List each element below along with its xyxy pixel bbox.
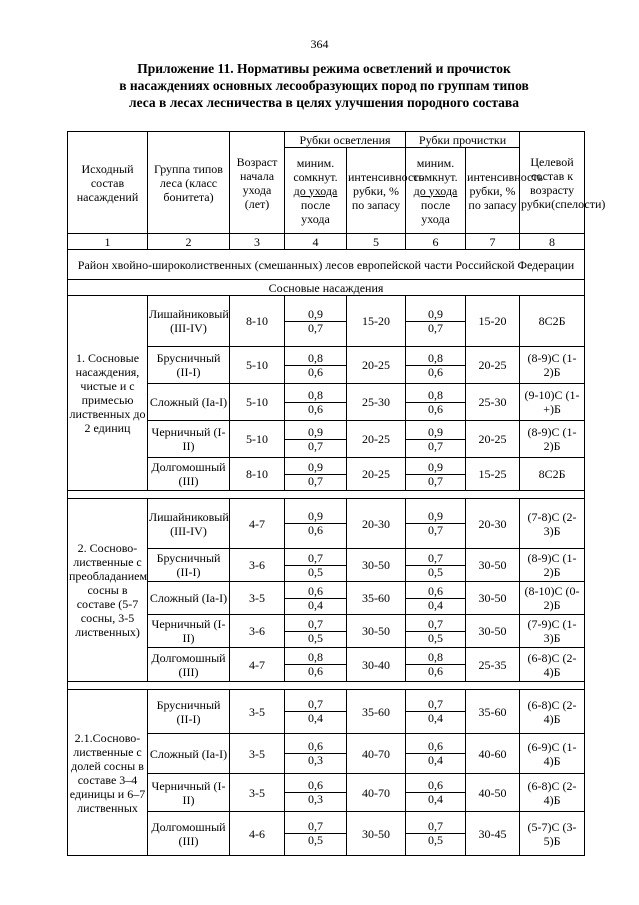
- cleaning-intensity-cell: 35-60: [466, 690, 520, 734]
- clearing-closure-cell: [285, 458, 347, 491]
- closure-after: 0,4: [428, 597, 444, 612]
- closure-after: 0,7: [308, 473, 323, 488]
- closure-before: 0,9: [285, 426, 346, 440]
- cleaning-closure-cell: [406, 384, 466, 421]
- start-age-cell: 3-5: [230, 690, 285, 734]
- cleaning-closure-cell: [406, 347, 466, 384]
- cleaning-intensity-cell: 20-25: [466, 347, 520, 384]
- closure-after: 0,6: [428, 364, 444, 379]
- closure-after: 0,5: [308, 833, 323, 847]
- title-line-2: в насаждениях основных лесообразующих пород по группам типов: [119, 78, 529, 93]
- closure-before: 0,6: [285, 740, 346, 754]
- closure-before: 0,6: [406, 779, 465, 793]
- start-age-cell: 3-5: [230, 734, 285, 774]
- closure-before: 0,9: [406, 461, 465, 475]
- forest-type-cell: Долгомошный (III): [148, 812, 230, 856]
- target-composition-cell: (9-10)С (1-+)Б: [520, 384, 585, 421]
- start-age-cell: 5-10: [230, 384, 285, 421]
- clearing-intensity-cell: 30-40: [347, 648, 406, 682]
- norms-table: [67, 131, 606, 856]
- forest-type-cell: Брусничный (II-I): [148, 690, 230, 734]
- closure-before: 0,7: [406, 698, 465, 712]
- clearing-closure-cell: [285, 582, 347, 615]
- closure-before: 0,9: [406, 426, 465, 440]
- forest-type-cell: Черничный (I-II): [148, 774, 230, 812]
- table-row: [68, 690, 585, 734]
- header-start-age: Возраст начала ухода (лет): [230, 132, 285, 234]
- closure-before: 0,7: [285, 820, 346, 834]
- header-forest-type-group: Группа типов леса (класс бонитета): [148, 132, 230, 234]
- closure-before: 0,8: [285, 352, 346, 366]
- clearing-closure-cell: [285, 615, 347, 648]
- cleaning-intensity-cell: 30-50: [466, 549, 520, 582]
- cleaning-intensity-cell: 40-60: [466, 734, 520, 774]
- clearing-closure-cell: [285, 384, 347, 421]
- target-composition-cell: (8-9)С (1-2)Б: [520, 347, 585, 384]
- closure-before: 0,7: [285, 618, 346, 632]
- closure-after: 0,7: [428, 438, 444, 453]
- header-intensity: интенсивность рубки, % по запасу: [347, 148, 406, 234]
- closure-before: 0,8: [406, 352, 465, 366]
- header-min-closure: миним. сомкнут. до ухода после ухода: [406, 148, 466, 234]
- cleaning-intensity-cell: 15-25: [466, 458, 520, 491]
- clearing-intensity-cell: 20-30: [347, 499, 406, 549]
- clearing-intensity-cell: 35-60: [347, 690, 406, 734]
- region-title: Район хвойно-широколиственных (смешанных) лесов европейской части Российской Федерации: [68, 250, 585, 280]
- closure-after: 0,7: [428, 473, 444, 488]
- cleaning-closure-cell: [406, 734, 466, 774]
- closure-after: 0,7: [428, 523, 444, 537]
- clearing-closure-cell: [285, 296, 347, 347]
- closure-after: 0,6: [428, 401, 444, 416]
- start-age-cell: 8-10: [230, 296, 285, 347]
- target-composition-cell: (6-8)С (2-4)Б: [520, 690, 585, 734]
- clearing-intensity-cell: 35-60: [347, 582, 406, 615]
- group-label: 2. Сосново-лиственные с преобладанием сосны в составе (5-7 сосны, 3-5 лиственных): [68, 499, 148, 682]
- target-composition-cell: (6-8)С (2-4)Б: [520, 774, 585, 812]
- closure-after: 0,4: [428, 792, 444, 806]
- forest-type-cell: Сложный (Ia-I): [148, 582, 230, 615]
- closure-after: 0,7: [428, 320, 444, 335]
- closure-after: 0,7: [308, 320, 323, 335]
- target-composition-cell: 8С2Б: [520, 458, 585, 491]
- clearing-closure-cell: [285, 648, 347, 682]
- closure-after: 0,6: [308, 401, 323, 416]
- title-line-3: леса в лесах лесничества в целях улучшения породного состава: [129, 95, 519, 110]
- column-number: 7: [466, 234, 520, 250]
- closure-after: 0,5: [428, 564, 444, 579]
- start-age-cell: 4-6: [230, 812, 285, 856]
- clearing-intensity-cell: 30-50: [347, 812, 406, 856]
- forest-type-cell: Сложный (Ia-I): [148, 384, 230, 421]
- table-body: [68, 250, 585, 856]
- clearing-intensity-cell: 40-70: [347, 774, 406, 812]
- clearing-closure-cell: [285, 347, 347, 384]
- cleaning-closure-cell: [406, 690, 466, 734]
- page-title: [60, 60, 588, 111]
- closure-after: 0,6: [308, 364, 323, 379]
- cleaning-closure-cell: [406, 615, 466, 648]
- cleaning-closure-cell: [406, 296, 466, 347]
- clearing-closure-cell: [285, 774, 347, 812]
- header-initial-composition: Исходный состав насаждений: [68, 132, 148, 234]
- clearing-intensity-cell: 40-70: [347, 734, 406, 774]
- closure-before: 0,8: [406, 651, 465, 665]
- forest-type-cell: Долгомошный (III): [148, 458, 230, 491]
- header-cleaning-cuts: Рубки прочистки: [406, 132, 520, 148]
- target-composition-cell: (8-9)С (1-2)Б: [520, 421, 585, 458]
- clearing-closure-cell: [285, 690, 347, 734]
- closure-before: 0,6: [406, 585, 465, 599]
- clearing-closure-cell: [285, 734, 347, 774]
- cleaning-intensity-cell: 40-50: [466, 774, 520, 812]
- start-age-cell: 5-10: [230, 347, 285, 384]
- closure-after: 0,3: [308, 792, 323, 806]
- table-row: [68, 499, 585, 549]
- cleaning-intensity-cell: 20-30: [466, 499, 520, 549]
- target-composition-cell: (6-9)С (1-4)Б: [520, 734, 585, 774]
- forest-type-cell: Брусничный (II-I): [148, 347, 230, 384]
- cleaning-intensity-cell: 20-25: [466, 421, 520, 458]
- page-number: 364: [310, 37, 329, 51]
- table-header: [68, 132, 606, 250]
- closure-before: 0,9: [285, 461, 346, 475]
- cleaning-closure-cell: [406, 812, 466, 856]
- forest-type-cell: Лишайниковый (III-IV): [148, 499, 230, 549]
- target-composition-cell: (7-8)С (2-3)Б: [520, 499, 585, 549]
- clearing-closure-cell: [285, 421, 347, 458]
- group-separator: [68, 682, 585, 690]
- start-age-cell: 3-5: [230, 774, 285, 812]
- column-number: 5: [347, 234, 406, 250]
- cleaning-closure-cell: [406, 774, 466, 812]
- closure-after: 0,5: [308, 564, 323, 579]
- start-age-cell: 5-10: [230, 421, 285, 458]
- clearing-intensity-cell: 30-50: [347, 615, 406, 648]
- closure-after: 0,4: [308, 597, 323, 612]
- clearing-intensity-cell: 20-25: [347, 347, 406, 384]
- closure-before: 0,6: [285, 585, 346, 599]
- closure-before: 0,9: [406, 308, 465, 322]
- target-composition-cell: 8С2Б: [520, 296, 585, 347]
- table-row: [68, 296, 585, 347]
- start-age-cell: 3-5: [230, 582, 285, 615]
- header-min-closure: миним. сомкнут. до ухода после ухода: [285, 148, 347, 234]
- clearing-closure-cell: [285, 499, 347, 549]
- start-age-cell: 3-6: [230, 615, 285, 648]
- column-number: 1: [68, 234, 148, 250]
- target-composition-cell: (8-10)С (0-2)Б: [520, 582, 585, 615]
- start-age-cell: 4-7: [230, 648, 285, 682]
- closure-after: 0,4: [428, 711, 444, 725]
- cleaning-closure-cell: [406, 421, 466, 458]
- cleaning-closure-cell: [406, 648, 466, 682]
- closure-after: 0,6: [428, 664, 444, 678]
- start-age-cell: 3-6: [230, 549, 285, 582]
- forest-type-cell: Черничный (I-II): [148, 421, 230, 458]
- closure-before: 0,7: [406, 820, 465, 834]
- forest-type-cell: Черничный (I-II): [148, 615, 230, 648]
- closure-before: 0,7: [406, 618, 465, 632]
- cleaning-intensity-cell: 30-50: [466, 615, 520, 648]
- cleaning-closure-cell: [406, 549, 466, 582]
- closure-after: 0,5: [428, 630, 444, 645]
- forest-type-cell: Сложный (Ia-I): [148, 734, 230, 774]
- group-label: 1. Сосновые насаждения, чистые и с примесью лиственных до 2 единиц: [68, 296, 148, 491]
- cleaning-closure-cell: [406, 582, 466, 615]
- cleaning-closure-cell: [406, 499, 466, 549]
- closure-before: 0,7: [406, 552, 465, 566]
- closure-after: 0,5: [308, 630, 323, 645]
- closure-after: 0,5: [428, 833, 444, 847]
- target-composition-cell: (6-8)С (2-4)Б: [520, 648, 585, 682]
- closure-after: 0,6: [308, 664, 323, 678]
- start-age-cell: 4-7: [230, 499, 285, 549]
- cleaning-intensity-cell: 30-50: [466, 582, 520, 615]
- cleaning-intensity-cell: 25-30: [466, 384, 520, 421]
- clearing-intensity-cell: 20-25: [347, 458, 406, 491]
- column-number-row: [68, 234, 585, 250]
- column-number: 4: [285, 234, 347, 250]
- target-composition-cell: (5-7)С (3-5)Б: [520, 812, 585, 856]
- target-composition-cell: (7-9)С (1-3)Б: [520, 615, 585, 648]
- forest-type-cell: Брусничный (II-I): [148, 549, 230, 582]
- start-age-cell: 8-10: [230, 458, 285, 491]
- clearing-intensity-cell: 20-25: [347, 421, 406, 458]
- column-number: 3: [230, 234, 285, 250]
- forest-type-cell: Лишайниковый (III-IV): [148, 296, 230, 347]
- closure-before: 0,8: [285, 389, 346, 403]
- closure-before: 0,7: [285, 552, 346, 566]
- cleaning-intensity-cell: 25-35: [466, 648, 520, 682]
- subregion-title: Сосновые насаждения: [68, 280, 585, 296]
- group-separator: [68, 491, 585, 499]
- column-number: 2: [148, 234, 230, 250]
- header-intensity: интенсивность рубки, % по запасу: [466, 148, 520, 234]
- target-composition-cell: (8-9)С (1-2)Б: [520, 549, 585, 582]
- closure-before: 0,9: [285, 510, 346, 524]
- clearing-intensity-cell: 15-20: [347, 296, 406, 347]
- closure-before: 0,8: [285, 651, 346, 665]
- cleaning-intensity-cell: 15-20: [466, 296, 520, 347]
- group-label: 2.1.Сосново-лиственные с долей сосны в составе 3–4 единицы и 6–7 лиственных: [68, 690, 148, 856]
- cleaning-closure-cell: [406, 458, 466, 491]
- clearing-intensity-cell: 30-50: [347, 549, 406, 582]
- clearing-closure-cell: [285, 549, 347, 582]
- column-number: 6: [406, 234, 466, 250]
- header-clearing-cuts: Рубки осветления: [285, 132, 406, 148]
- closure-after: 0,3: [308, 753, 323, 767]
- closure-after: 0,4: [428, 753, 444, 767]
- clearing-closure-cell: [285, 812, 347, 856]
- closure-after: 0,7: [308, 438, 323, 453]
- cleaning-intensity-cell: 30-45: [466, 812, 520, 856]
- closure-after: 0,4: [308, 711, 323, 725]
- clearing-intensity-cell: 25-30: [347, 384, 406, 421]
- closure-before: 0,7: [285, 698, 346, 712]
- closure-before: 0,8: [406, 389, 465, 403]
- header-target-composition: Целевой состав к возрасту рубки(спелости): [520, 132, 585, 234]
- title-line-1: Приложение 11. Нормативы режима осветлений и прочисток: [137, 61, 511, 76]
- closure-before: 0,6: [406, 740, 465, 754]
- closure-before: 0,9: [406, 510, 465, 524]
- closure-after: 0,6: [308, 523, 323, 537]
- closure-before: 0,9: [285, 308, 346, 322]
- column-number: 8: [520, 234, 585, 250]
- closure-before: 0,6: [285, 779, 346, 793]
- forest-type-cell: Долгомошный (III): [148, 648, 230, 682]
